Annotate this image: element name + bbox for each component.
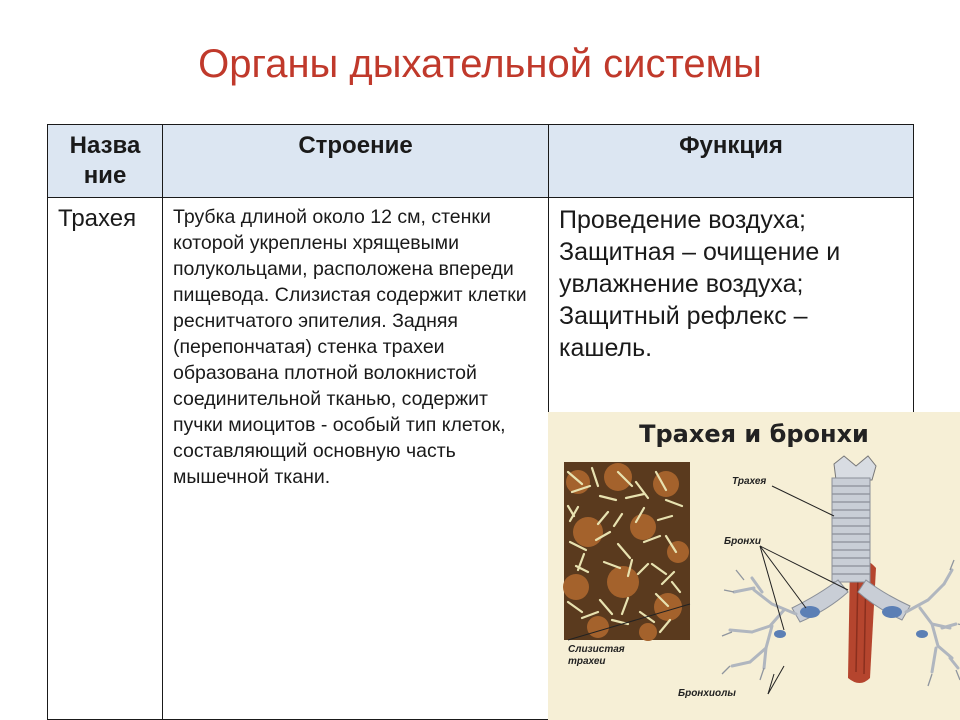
label-bronchi: Бронхи xyxy=(724,536,762,547)
function-item: Проведение воздуха; xyxy=(559,206,806,234)
row-name-cell: Трахея xyxy=(48,198,163,720)
label-trachea: Трахея xyxy=(732,476,767,487)
label-bronchioles: Бронхиолы xyxy=(678,688,736,699)
label-mucosa: Слизистая трахеи xyxy=(568,644,625,667)
table-header-row xyxy=(48,125,914,198)
function-item: Защитная – очищение и увлажнение воздуха; xyxy=(559,238,841,298)
function-item: Защитный рефлекс – кашель. xyxy=(559,302,808,362)
slide-title: Органы дыхательной системы xyxy=(198,42,762,86)
row-structure-cell: Трубка длиной около 12 см, стенки которой укреплены хрящевыми полукольцами, расположена впереди пищевода. Слизистая содержит клетки реснитчатого эпителия. Задняя (перепончатая) стенка трахеи образована плотной волокнистой соединительной тканью, содержит пучки миоцитов - особый тип клеток, составляющий основную часть мышечной ткани. xyxy=(163,198,549,720)
bronchial-tree xyxy=(730,570,958,672)
mucosa-micrograph xyxy=(563,462,690,641)
header-function: Функция xyxy=(549,125,914,198)
figure-title: Трахея и бронхи xyxy=(639,420,869,448)
trachea-illustration xyxy=(548,412,960,720)
header-structure: Строение xyxy=(163,125,549,198)
header-name: Назва ние xyxy=(48,125,163,198)
trachea-bronchi-figure xyxy=(548,412,960,720)
